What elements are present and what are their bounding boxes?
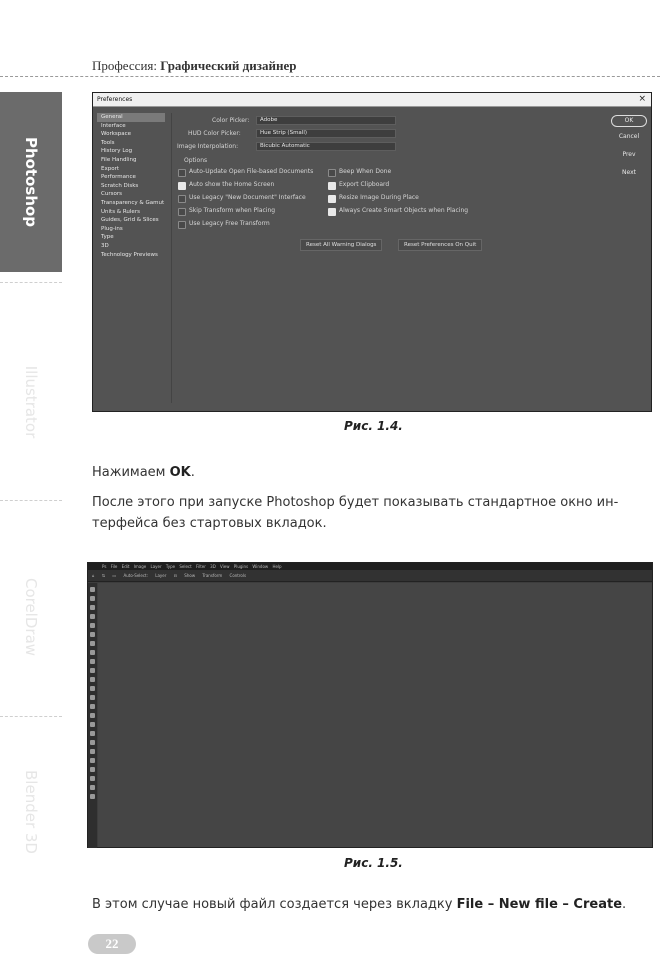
nav-item[interactable]: Cursors	[101, 191, 122, 198]
side-divider	[0, 500, 62, 501]
tool-icon[interactable]	[90, 641, 95, 646]
tool-icon[interactable]	[90, 722, 95, 727]
tool-icon[interactable]	[90, 632, 95, 637]
checkbox-legacy-free-transform[interactable]: Use Legacy Free Transform	[178, 220, 270, 228]
empty-workspace	[98, 583, 652, 847]
dialog-titlebar	[93, 93, 651, 107]
nav-item[interactable]: Export	[101, 165, 120, 172]
side-tab-blender	[0, 722, 62, 902]
tool-icon[interactable]	[90, 659, 95, 664]
side-tab-label: Illustrator	[22, 365, 40, 439]
paragraph-text: В этом случае новый файл создается через вкладку	[92, 897, 457, 912]
side-tab-illustrator	[0, 292, 62, 512]
tool-icon[interactable]	[90, 677, 95, 682]
tool-icon[interactable]	[90, 704, 95, 709]
side-tab-label: CorelDraw	[22, 577, 40, 657]
tool-icon[interactable]	[90, 596, 95, 601]
paragraph-new-file	[92, 894, 626, 915]
checkbox-auto-update[interactable]: Auto-Update Open File-based Documents	[178, 168, 313, 176]
tool-icon[interactable]	[90, 713, 95, 718]
nav-item[interactable]: Performance	[101, 174, 136, 181]
hud-color-picker-select[interactable]: Hue Strip (Small)	[256, 129, 396, 138]
tool-icon[interactable]	[90, 776, 95, 781]
header-title: Графический дизайнер	[160, 58, 297, 73]
tool-icon[interactable]	[90, 767, 95, 772]
paragraph-text: Нажимаем	[92, 465, 170, 480]
running-header	[92, 58, 296, 74]
general-pane	[171, 113, 581, 403]
checkbox-beep[interactable]: Beep When Done	[328, 168, 391, 176]
side-divider	[0, 282, 62, 283]
ok-button[interactable]: OK	[611, 115, 647, 127]
tool-icon[interactable]	[90, 740, 95, 745]
close-icon[interactable]: ×	[638, 94, 646, 104]
nav-item[interactable]: Tools	[101, 139, 115, 146]
nav-item[interactable]: Workspace	[101, 131, 132, 138]
nav-item[interactable]: Transparency & Gamut	[101, 199, 165, 206]
caption-figure-1-4: Рис. 1.4.	[344, 419, 403, 433]
interpolation-label: Image Interpolation:	[177, 143, 239, 150]
header-divider	[0, 76, 660, 77]
hud-color-picker-label: HUD Color Picker:	[188, 130, 241, 137]
nav-item[interactable]: History Log	[101, 148, 133, 155]
paragraph-bold: OK	[169, 465, 191, 480]
nav-item[interactable]: Units & Rulers	[101, 208, 140, 215]
side-tab-label: Photoshop	[22, 136, 40, 228]
paragraph-bold: File – New file – Create	[456, 897, 623, 912]
cancel-button[interactable]: Cancel	[618, 133, 640, 140]
nav-item[interactable]: Technology Previews	[101, 251, 158, 258]
tool-icon[interactable]	[90, 785, 95, 790]
tool-icon[interactable]	[90, 794, 95, 799]
side-tab-photoshop	[0, 92, 62, 272]
side-divider	[0, 716, 62, 717]
tool-icon[interactable]	[90, 605, 95, 610]
tool-icon[interactable]	[90, 731, 95, 736]
nav-item[interactable]: Interface	[101, 122, 126, 129]
toolbar	[88, 583, 97, 848]
paragraph-after	[92, 492, 618, 534]
nav-item[interactable]: Guides, Grid & Slices	[101, 217, 159, 224]
paragraph-end: .	[190, 465, 195, 480]
reset-preferences-button[interactable]: Reset Preferences On Quit	[398, 239, 482, 251]
page-number: 22	[88, 934, 136, 954]
tool-icon[interactable]	[90, 668, 95, 673]
tool-icon[interactable]	[90, 650, 95, 655]
checkbox-skip-transform[interactable]: Skip Transform when Placing	[178, 207, 275, 215]
options-heading: Options	[184, 157, 208, 164]
paragraph-line: терфейса без стартовых вкладок.	[92, 516, 327, 531]
nav-item[interactable]: Scratch Disks	[101, 182, 139, 189]
reset-warnings-button[interactable]: Reset All Warning Dialogs	[300, 239, 382, 251]
color-picker-label: Color Picker:	[212, 117, 250, 124]
checkbox-resize-image[interactable]: Resize Image During Place	[328, 194, 419, 202]
tool-icon[interactable]	[90, 623, 95, 628]
next-button[interactable]: Next	[622, 169, 636, 176]
tool-icon[interactable]	[90, 614, 95, 619]
side-tab-label: Blender 3D	[22, 770, 40, 854]
tool-icon[interactable]	[90, 749, 95, 754]
nav-item[interactable]: Type	[101, 234, 114, 241]
color-picker-select[interactable]: Adobe	[256, 116, 396, 125]
tool-icon[interactable]	[90, 758, 95, 763]
nav-item[interactable]: General	[97, 113, 165, 122]
tool-icon[interactable]	[90, 587, 95, 592]
preferences-nav	[97, 113, 165, 259]
checkbox-export-clipboard[interactable]: Export Clipboard	[328, 181, 389, 189]
prev-button[interactable]: Prev	[622, 151, 636, 158]
paragraph-line: После этого при запуске Photoshop будет показывать стандартное окно ин-	[92, 495, 619, 510]
interpolation-select[interactable]: Bicubic Automatic	[256, 142, 396, 151]
preferences-screenshot	[92, 92, 652, 412]
checkbox-home-screen[interactable]: Auto show the Home Screen	[178, 181, 274, 189]
nav-item[interactable]: File Handling	[101, 156, 137, 163]
side-tab-coreldraw	[0, 512, 62, 722]
options-bar: ⌂ ⇅ ▭ Auto-Select: Layer ⊟ Show Transform Controls	[88, 570, 652, 582]
dialog-title: Preferences	[97, 96, 133, 103]
header-prefix: Профессия:	[92, 58, 157, 73]
tool-icon[interactable]	[90, 686, 95, 691]
tool-icon[interactable]	[90, 695, 95, 700]
paragraph-ok	[92, 462, 195, 483]
paragraph-end: .	[622, 897, 627, 912]
photoshop-workspace-screenshot	[87, 562, 653, 848]
menu-bar: Ps File Edit Image Layer Type Select Filter 3D View Plugins Window Help	[88, 563, 652, 570]
checkbox-smart-objects[interactable]: Always Create Smart Objects when Placing	[328, 207, 468, 215]
nav-item[interactable]: Plug-ins	[101, 225, 123, 232]
nav-item[interactable]: 3D	[101, 242, 109, 249]
caption-figure-1-5: Рис. 1.5.	[344, 856, 403, 870]
checkbox-legacy-new-document[interactable]: Use Legacy "New Document" Interface	[178, 194, 306, 202]
